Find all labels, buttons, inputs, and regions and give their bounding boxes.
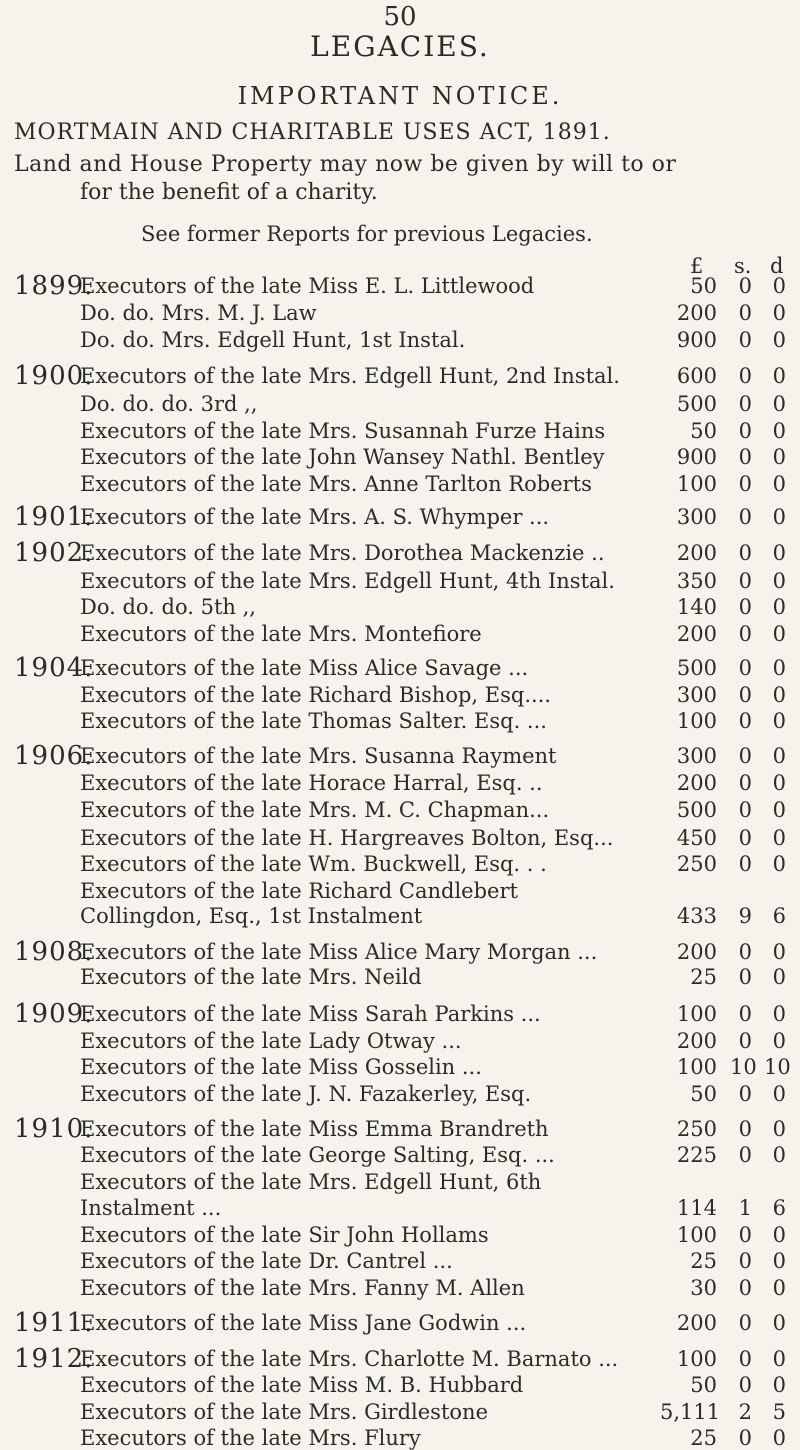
entry-shillings: 0 — [738, 541, 752, 565]
entry-pence: 0 — [772, 826, 786, 850]
entry-description: Executors of the late Mrs. Anne Tarlton Roberts — [80, 472, 592, 496]
entry-pounds: 30 — [690, 1276, 717, 1300]
entry-shillings: 9 — [738, 904, 752, 928]
entry-pounds: 300 — [676, 744, 717, 768]
entry-pounds: 25 — [690, 1426, 717, 1450]
entry-pounds: 500 — [676, 656, 717, 680]
entry-description: Executors of the late Miss Sarah Parkins ... — [80, 1002, 541, 1026]
entry-pounds: 200 — [676, 301, 717, 325]
entry-description: Executors of the late Miss Emma Brandreth — [80, 1117, 549, 1141]
entry-description: Executors of the late Mrs. Charlotte M. Barnato ... — [80, 1347, 619, 1371]
entry-shillings: 0 — [738, 1347, 752, 1371]
pence-header: d — [770, 254, 784, 278]
entry-year: 1900. — [14, 361, 94, 391]
entry-pence: 0 — [772, 1082, 786, 1106]
entry-description: Do. do. Mrs. Edgell Hunt, 1st Instal. — [80, 328, 466, 352]
entry-shillings: 0 — [738, 419, 752, 443]
entry-shillings: 0 — [738, 798, 752, 822]
entry-pence: 10 — [764, 1055, 791, 1079]
entry-year: 1901. — [14, 502, 94, 532]
intro-line-2: for the benefit of a charity. — [80, 180, 378, 205]
page-number: 50 — [383, 2, 417, 32]
entry-shillings: 10 — [730, 1055, 757, 1079]
entry-pounds: 200 — [676, 771, 717, 795]
intro-line-1: Land and House Property may now be given by will to or — [14, 152, 677, 177]
entry-pence: 0 — [772, 541, 786, 565]
entry-shillings: 0 — [738, 709, 752, 733]
entry-pence: 0 — [772, 419, 786, 443]
entry-pounds: 140 — [676, 595, 717, 619]
entry-pounds: 100 — [676, 1347, 717, 1371]
entry-shillings: 0 — [738, 965, 752, 989]
entry-pounds: 450 — [676, 826, 717, 850]
entry-pence: 0 — [772, 505, 786, 529]
entry-year: 1902. — [14, 538, 94, 568]
entry-pence: 0 — [772, 1249, 786, 1273]
entry-year: 1912. — [14, 1344, 94, 1374]
entry-shillings: 0 — [738, 595, 752, 619]
entry-year: 1899. — [14, 271, 94, 301]
entry-shillings: 0 — [738, 826, 752, 850]
entry-pounds: 200 — [676, 541, 717, 565]
entry-shillings: 0 — [738, 472, 752, 496]
pounds-header: £ — [690, 254, 704, 278]
entry-shillings: 0 — [738, 1117, 752, 1141]
entry-pounds: 50 — [690, 419, 717, 443]
entry-description: Executors of the late Mrs. Dorothea Mackenzie .. — [80, 541, 605, 565]
entry-shillings: 1 — [738, 1196, 752, 1220]
entry-description: Executors of the late Sir John Hollams — [80, 1223, 489, 1247]
entry-shillings: 0 — [738, 364, 752, 388]
entry-shillings: 0 — [738, 1249, 752, 1273]
entry-pounds: 200 — [676, 1029, 717, 1053]
entry-pence: 5 — [772, 1400, 786, 1424]
entry-shillings: 0 — [738, 569, 752, 593]
entry-shillings: 2 — [738, 1400, 752, 1424]
entry-shillings: 0 — [738, 1029, 752, 1053]
entry-pounds: 600 — [676, 364, 717, 388]
entry-pence: 6 — [772, 904, 786, 928]
entry-pounds: 200 — [676, 1311, 717, 1335]
entry-pounds: 5,111 — [660, 1400, 721, 1424]
entry-pounds: 200 — [676, 622, 717, 646]
entry-shillings: 0 — [738, 1373, 752, 1397]
entry-description: Executors of the late Mrs. M. C. Chapman... — [80, 798, 550, 822]
entry-pence: 0 — [772, 683, 786, 707]
entry-pence: 0 — [772, 1117, 786, 1141]
entry-pounds: 900 — [676, 445, 717, 469]
entry-shillings: 0 — [738, 1311, 752, 1335]
entry-description: Executors of the late Wm. Buckwell, Esq. . . — [80, 852, 547, 876]
entry-description: Executors of the late Lady Otway ... — [80, 1029, 462, 1053]
act-line: MORTMAIN AND CHARITABLE USES ACT, 1891. — [14, 120, 611, 145]
entry-description: Executors of the late Mrs. Montefiore — [80, 622, 482, 646]
entry-pence: 0 — [772, 301, 786, 325]
entry-year: 1904. — [14, 653, 94, 683]
entry-description: Executors of the late George Salting, Esq. ... — [80, 1143, 555, 1167]
entry-pence: 6 — [772, 1196, 786, 1220]
entry-pence: 0 — [772, 445, 786, 469]
entry-shillings: 0 — [738, 505, 752, 529]
entry-pence: 0 — [772, 1143, 786, 1167]
entry-pence: 0 — [772, 1276, 786, 1300]
entry-year: 1906. — [14, 741, 94, 771]
entry-description: Executors of the late J. N. Fazakerley, Esq. — [80, 1082, 532, 1106]
entry-shillings: 0 — [738, 274, 752, 298]
entry-shillings: 0 — [738, 1143, 752, 1167]
entry-description: Executors of the late Mrs. Edgell Hunt, 2nd Instal. — [80, 364, 620, 388]
entry-pounds: 100 — [676, 472, 717, 496]
entry-description: Executors of the late Mrs. Edgell Hunt, 6th — [80, 1170, 542, 1194]
entry-shillings: 0 — [738, 622, 752, 646]
entry-pence: 0 — [772, 1029, 786, 1053]
entry-pounds: 25 — [690, 1249, 717, 1273]
entry-shillings: 0 — [738, 683, 752, 707]
entry-description: Do. do. Mrs. M. J. Law — [80, 301, 317, 325]
entry-pounds: 900 — [676, 328, 717, 352]
entry-shillings: 0 — [738, 940, 752, 964]
entry-pence: 0 — [772, 274, 786, 298]
entry-description: Executors of the late Mrs. Neild — [80, 965, 422, 989]
entry-pence: 0 — [772, 852, 786, 876]
entry-description: Executors of the late Richard Candlebert — [80, 879, 518, 903]
entry-year: 1911. — [14, 1308, 94, 1338]
entry-pence: 0 — [772, 744, 786, 768]
entry-pence: 0 — [772, 1373, 786, 1397]
entry-pounds: 500 — [676, 798, 717, 822]
entry-pence: 0 — [772, 798, 786, 822]
entry-pounds: 225 — [676, 1143, 717, 1167]
entry-pence: 0 — [772, 1002, 786, 1026]
entry-description: Instalment ... — [80, 1196, 222, 1220]
entry-pounds: 25 — [690, 965, 717, 989]
entry-shillings: 0 — [738, 301, 752, 325]
entry-description: Executors of the late Dr. Cantrel ... — [80, 1249, 453, 1273]
entry-pounds: 350 — [676, 569, 717, 593]
entry-pounds: 433 — [676, 904, 717, 928]
entry-description: Do. do. do. 3rd ,, — [80, 392, 258, 416]
entry-description: Executors of the late Mrs. A. S. Whymper ... — [80, 505, 550, 529]
entry-pence: 0 — [772, 392, 786, 416]
entry-description: Executors of the late H. Hargreaves Bolton, Esq... — [80, 826, 614, 850]
entry-description: Do. do. do. 5th ,, — [80, 595, 256, 619]
entry-pence: 0 — [772, 595, 786, 619]
entry-shillings: 0 — [738, 744, 752, 768]
entry-description: Executors of the late Mrs. Edgell Hunt, 4th Instal. — [80, 569, 615, 593]
entry-year: 1910. — [14, 1114, 94, 1144]
entry-shillings: 0 — [738, 328, 752, 352]
entry-description: Executors of the late Thomas Salter. Esq. ... — [80, 709, 547, 733]
entry-shillings: 0 — [738, 656, 752, 680]
entry-year: 1908. — [14, 937, 94, 967]
entry-description: Executors of the late Horace Harral, Esq. .. — [80, 771, 543, 795]
entry-shillings: 0 — [738, 1082, 752, 1106]
entry-pence: 0 — [772, 1223, 786, 1247]
entry-pence: 0 — [772, 940, 786, 964]
entry-pence: 0 — [772, 328, 786, 352]
entry-pounds: 100 — [676, 1055, 717, 1079]
entry-description: Executors of the late Mrs. Flury — [80, 1426, 421, 1450]
entry-pence: 0 — [772, 1347, 786, 1371]
entry-pounds: 500 — [676, 392, 717, 416]
entry-description: Executors of the late Miss Jane Godwin ... — [80, 1311, 527, 1335]
entry-pounds: 100 — [676, 1002, 717, 1026]
entry-pounds: 114 — [676, 1196, 717, 1220]
entry-pounds: 300 — [676, 505, 717, 529]
entry-pounds: 50 — [690, 1373, 717, 1397]
entry-pence: 0 — [772, 364, 786, 388]
entry-description: Executors of the late Miss Alice Savage ... — [80, 656, 529, 680]
entry-pence: 0 — [772, 622, 786, 646]
shillings-header: s. — [734, 254, 752, 278]
see-former-reports: See former Reports for previous Legacies. — [141, 222, 593, 246]
entry-shillings: 0 — [738, 1426, 752, 1450]
entry-pence: 0 — [772, 656, 786, 680]
entry-year: 1909. — [14, 999, 94, 1029]
entry-pence: 0 — [772, 569, 786, 593]
entry-pounds: 100 — [676, 709, 717, 733]
entry-description: Executors of the late Mrs. Susannah Furze Hains — [80, 419, 606, 443]
entry-description: Executors of the late John Wansey Nathl. Bentley — [80, 445, 605, 469]
entry-pounds: 50 — [690, 1082, 717, 1106]
entry-shillings: 0 — [738, 392, 752, 416]
entry-description: Executors of the late Miss M. B. Hubbard — [80, 1373, 524, 1397]
entry-shillings: 0 — [738, 852, 752, 876]
entry-pence: 0 — [772, 709, 786, 733]
entry-pence: 0 — [772, 1426, 786, 1450]
entry-pounds: 200 — [676, 940, 717, 964]
entry-shillings: 0 — [738, 1002, 752, 1026]
entry-pounds: 300 — [676, 683, 717, 707]
entry-shillings: 0 — [738, 445, 752, 469]
entry-pounds: 250 — [676, 1117, 717, 1141]
entry-shillings: 0 — [738, 1276, 752, 1300]
entry-description: Executors of the late Richard Bishop, Esq.... — [80, 683, 552, 707]
entry-description: Executors of the late Miss E. L. Littlewood — [80, 274, 535, 298]
entry-shillings: 0 — [738, 1223, 752, 1247]
entry-description: Executors of the late Mrs. Girdlestone — [80, 1400, 488, 1424]
page-title: LEGACIES. — [310, 30, 490, 63]
entry-pence: 0 — [772, 771, 786, 795]
entry-shillings: 0 — [738, 771, 752, 795]
entry-pounds: 50 — [690, 274, 717, 298]
entry-pounds: 100 — [676, 1223, 717, 1247]
entry-description: Executors of the late Miss Gosselin ... — [80, 1055, 482, 1079]
entry-pence: 0 — [772, 1311, 786, 1335]
entry-description: Executors of the late Miss Alice Mary Morgan ... — [80, 940, 598, 964]
notice-heading: IMPORTANT NOTICE. — [237, 82, 563, 110]
entry-description: Executors of the late Mrs. Fanny M. Allen — [80, 1276, 525, 1300]
entry-description: Collingdon, Esq., 1st Instalment — [80, 904, 423, 928]
entry-pence: 0 — [772, 965, 786, 989]
entry-pounds: 250 — [676, 852, 717, 876]
entry-description: Executors of the late Mrs. Susanna Rayment — [80, 744, 557, 768]
entry-pence: 0 — [772, 472, 786, 496]
